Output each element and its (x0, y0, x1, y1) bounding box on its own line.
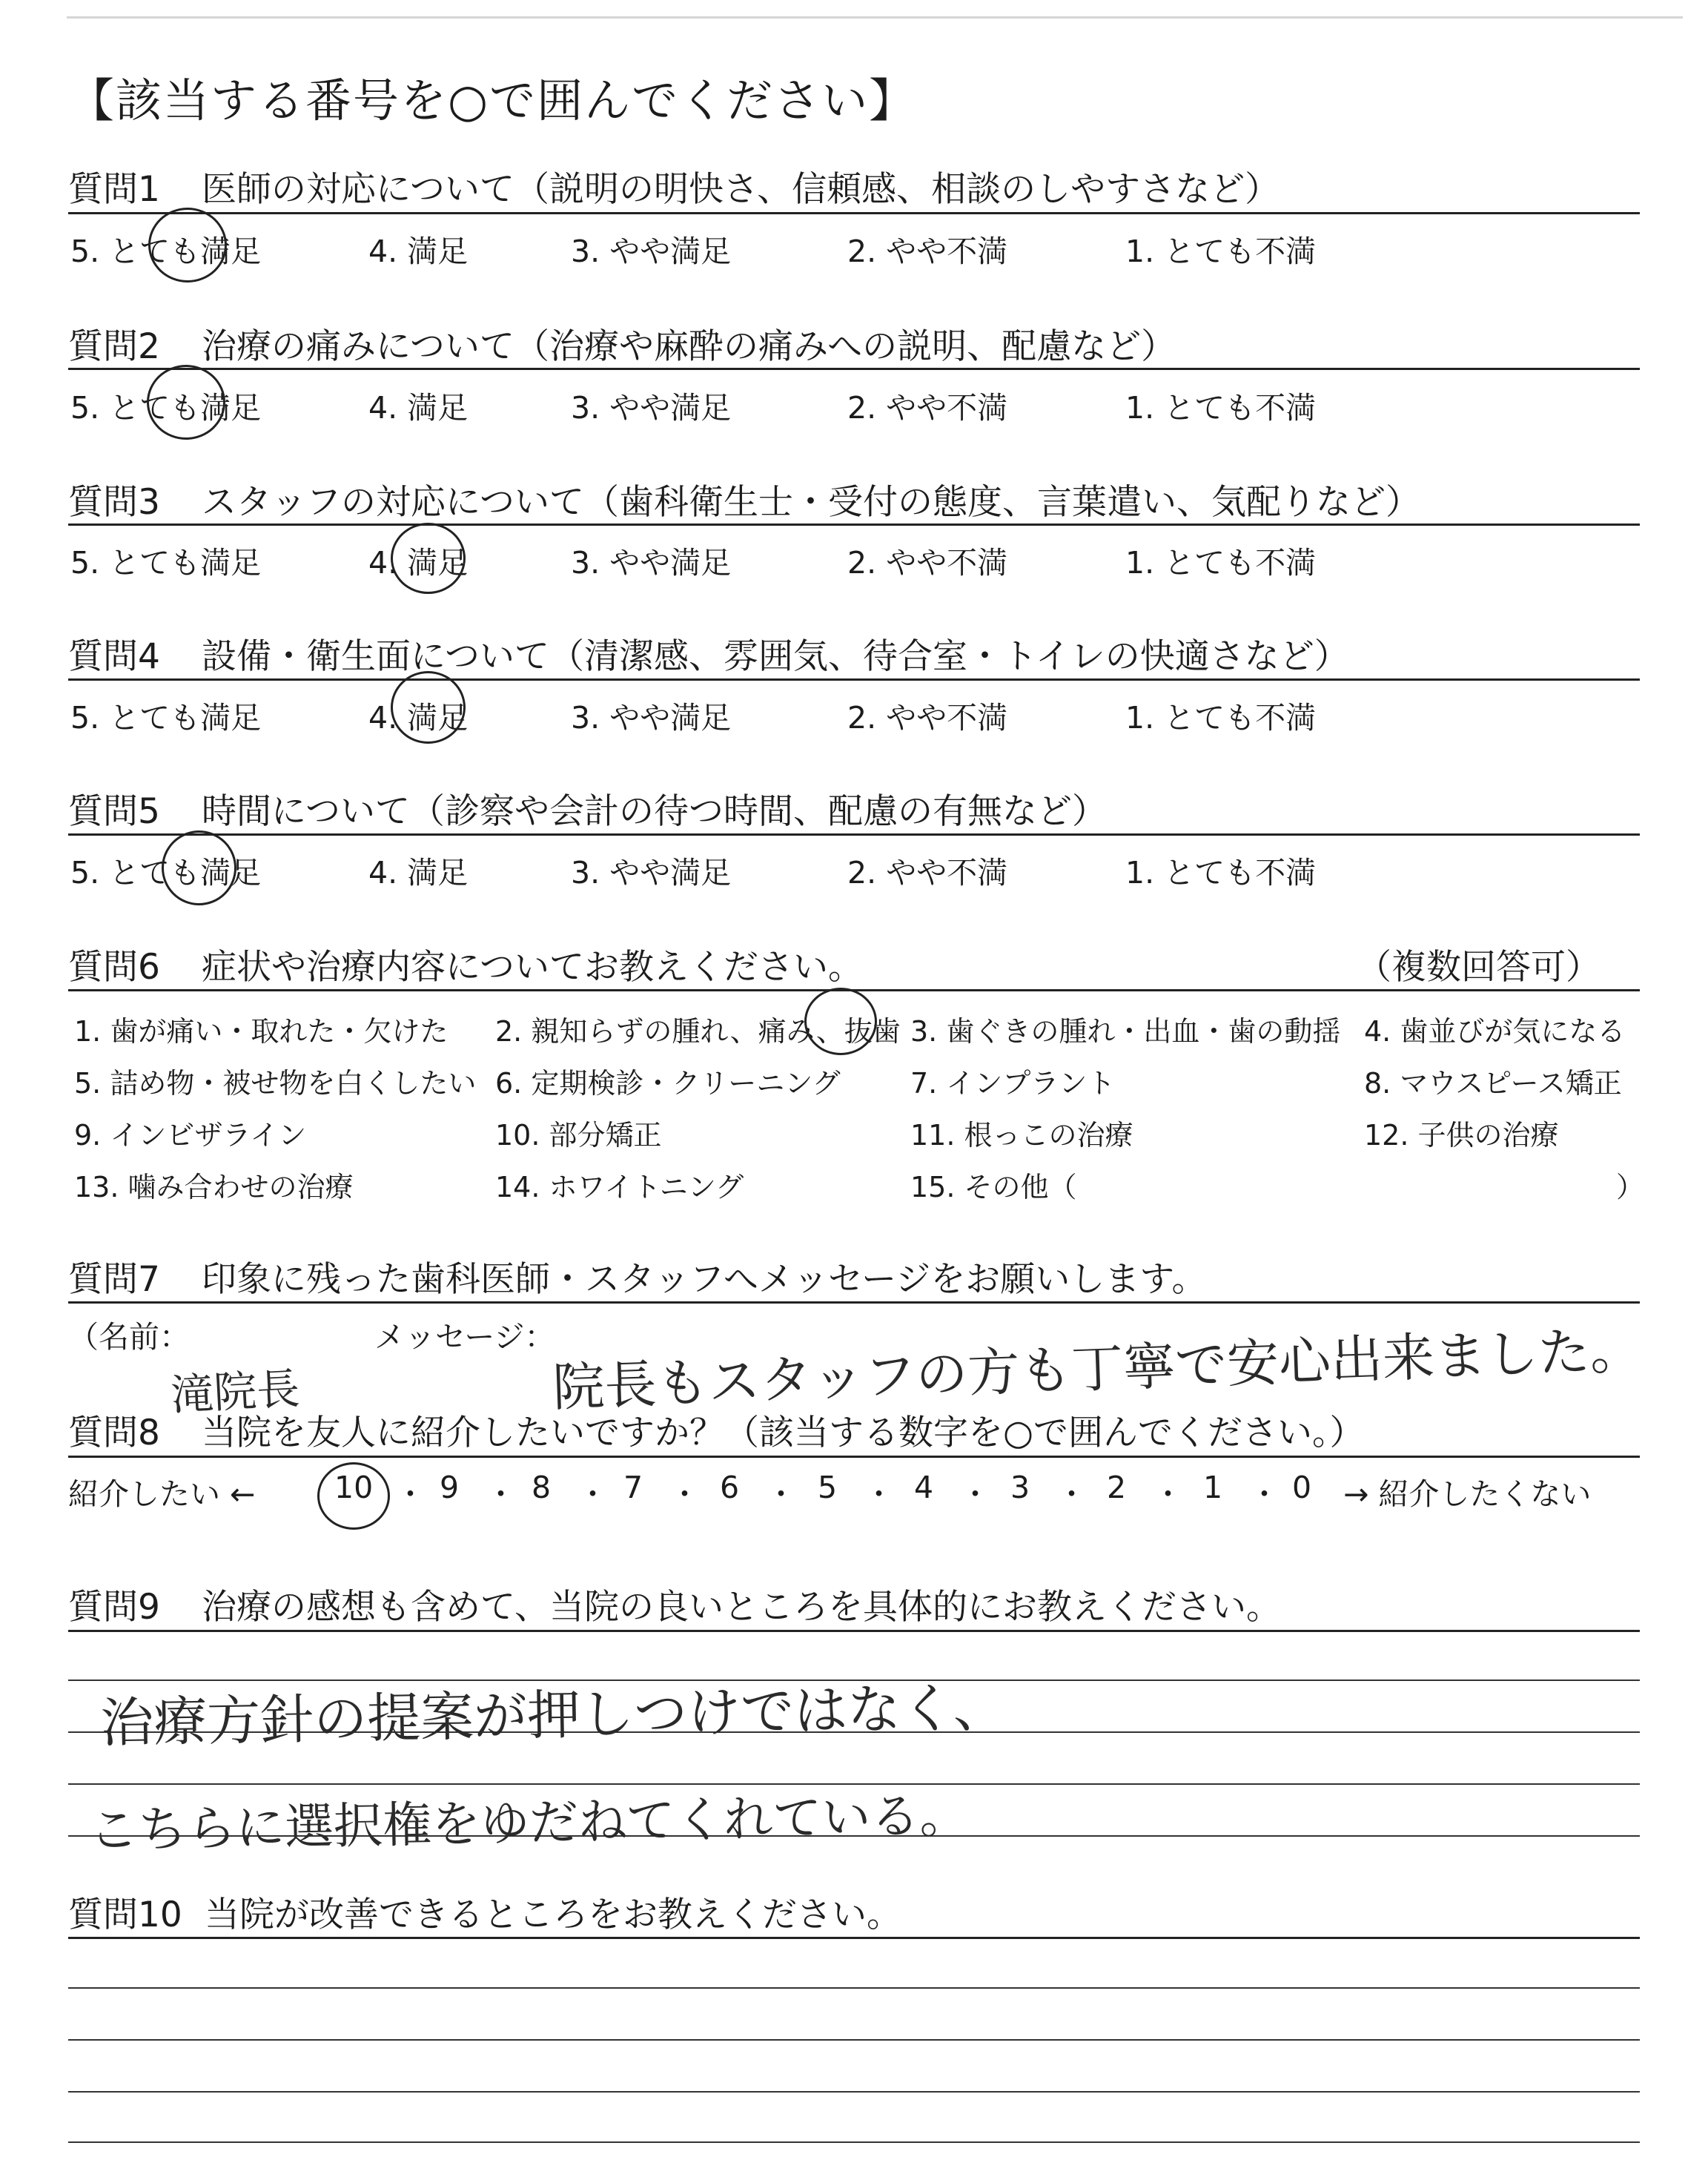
q3-label: 質問3 (68, 482, 160, 523)
q8-scale-dot: ・ (395, 1476, 426, 1512)
q6-item-14[interactable]: 14. ホワイトニング (495, 1171, 744, 1203)
q6-item-2[interactable]: 2. 親知らずの腫れ、痛み、抜歯 (495, 1015, 901, 1048)
q4-underline (68, 678, 1640, 681)
q8-scale-dot: ・ (577, 1476, 608, 1512)
q1-option-3[interactable]: 3. やや満足 (571, 234, 732, 269)
q5-selection-circle (162, 830, 236, 905)
q3-text: スタッフの対応について（歯科衛生士・受付の態度、言葉遣い、気配りなど） (202, 482, 1421, 523)
page-title: 【該当する番号を○で囲んでください】 (68, 73, 917, 128)
q8-scale-4[interactable]: 4 (914, 1470, 934, 1505)
q8-scale-9[interactable]: 9 (440, 1470, 460, 1505)
q7-label: 質問7 (68, 1259, 160, 1300)
q8-scale-dot: ・ (960, 1476, 990, 1512)
q3-option-5[interactable]: 5. とても満足 (70, 545, 262, 581)
q8-text: 当院を友人に紹介したいですか？（該当する数字を○で囲んでください。） (202, 1413, 1365, 1453)
q7-text: 印象に残った歯科医師・スタッフへメッセージをお願いします。 (202, 1259, 1207, 1300)
q8-right-label: → 紹介したくない (1343, 1476, 1592, 1512)
q6-selection-circle (804, 988, 877, 1055)
q4-option-3[interactable]: 3. やや満足 (571, 700, 732, 736)
q7-message-label: メッセージ： (374, 1319, 555, 1355)
q8-scale-dot: ・ (669, 1476, 700, 1512)
q1-option-4[interactable]: 4. 満足 (368, 234, 469, 269)
q8-scale-3[interactable]: 3 (1010, 1470, 1030, 1505)
q1-selection-circle (148, 208, 227, 283)
q6-item-10[interactable]: 10. 部分矯正 (495, 1119, 662, 1152)
q8-scale-dot: ・ (1056, 1476, 1087, 1512)
q4-text: 設備・衛生面について（清潔感、雰囲気、待合室・トイレの快適さなど） (202, 636, 1349, 677)
q6-item-15[interactable]: 15. その他（ (910, 1171, 1077, 1203)
q10-label: 質問10 (68, 1895, 182, 1935)
q5-option-3[interactable]: 3. やや満足 (571, 855, 732, 891)
q1-option-2[interactable]: 2. やや不満 (847, 234, 1008, 269)
q6-label: 質問6 (68, 947, 160, 988)
q8-left-label: 紹介したい ← (68, 1476, 256, 1512)
q9-underline (68, 1630, 1640, 1632)
q10-answer-line (68, 2091, 1640, 2093)
q1-underline (68, 212, 1640, 214)
q3-selection-circle (391, 523, 466, 594)
q4-option-2[interactable]: 2. やや不満 (847, 700, 1008, 736)
q8-scale-2[interactable]: 2 (1107, 1470, 1127, 1505)
q3-underline (68, 524, 1640, 526)
q1-option-1[interactable]: 1. とても不満 (1125, 234, 1317, 269)
q8-scale-dot: ・ (766, 1476, 796, 1512)
q7-handwritten-message: 院長もスタッフの方も丁寧で安心出来ました。 (552, 1319, 1644, 1418)
q6-item-8[interactable]: 8. マウスピース矯正 (1364, 1067, 1622, 1100)
q5-label: 質問5 (68, 791, 160, 832)
q8-scale-7[interactable]: 7 (623, 1470, 643, 1505)
q1-label: 質問1 (68, 169, 160, 210)
q10-answer-line (68, 2141, 1640, 2143)
q9-label: 質問9 (68, 1587, 160, 1628)
q8-scale-dot: ・ (1153, 1476, 1183, 1512)
q2-text: 治療の痛みについて（治療や麻酔の痛みへの説明、配慮など） (202, 326, 1176, 367)
q10-underline (68, 1937, 1640, 1939)
q3-option-3[interactable]: 3. やや満足 (571, 545, 732, 581)
q8-scale-0[interactable]: 0 (1292, 1470, 1312, 1505)
q6-item-11[interactable]: 11. 根っこの治療 (910, 1119, 1133, 1152)
q7-name-label: （名前： (68, 1319, 190, 1355)
q2-option-5[interactable]: 5. とても満足 (70, 390, 262, 426)
q4-label: 質問4 (68, 636, 160, 677)
q6-item-5[interactable]: 5. 詰め物・被せ物を白くしたい (74, 1067, 477, 1100)
q3-option-4[interactable]: 4. 満足 (368, 545, 469, 581)
q8-scale-dot: ・ (486, 1476, 516, 1512)
q8-scale-6[interactable]: 6 (720, 1470, 740, 1505)
q9-handwritten-line-2: こちらに選択権をゆだねてくれている。 (88, 1786, 970, 1860)
q3-option-1[interactable]: 1. とても不満 (1125, 545, 1317, 581)
q2-option-1[interactable]: 1. とても不満 (1125, 390, 1317, 426)
q7-underline (68, 1301, 1640, 1304)
q6-item-1[interactable]: 1. 歯が痛い・取れた・欠けた (74, 1015, 448, 1048)
q7-handwritten-name: 滝院長 (169, 1363, 301, 1421)
q9-text: 治療の感想も含めて、当院の良いところを具体的にお教えください。 (202, 1587, 1282, 1628)
q5-underline (68, 833, 1640, 836)
q8-scale-dot: ・ (1249, 1476, 1280, 1512)
q6-item-7[interactable]: 7. インプラント (910, 1067, 1116, 1100)
q8-scale-10[interactable]: 10 (334, 1470, 374, 1505)
q8-underline (68, 1456, 1640, 1458)
q2-label: 質問2 (68, 326, 160, 367)
q2-option-4[interactable]: 4. 満足 (368, 390, 469, 426)
q10-answer-line (68, 2039, 1640, 2041)
q6-text: 症状や治療内容についてお教えください。 (202, 947, 864, 988)
q8-scale-1[interactable]: 1 (1203, 1470, 1223, 1505)
q5-option-1[interactable]: 1. とても不満 (1125, 855, 1317, 891)
q6-item-4[interactable]: 4. 歯並びが気になる (1364, 1015, 1626, 1048)
q6-item-6[interactable]: 6. 定期検診・クリーニング (495, 1067, 841, 1100)
q6-note: （複数回答可） (1357, 947, 1601, 988)
q8-scale-5[interactable]: 5 (818, 1470, 838, 1505)
q6-item-12[interactable]: 12. 子供の治療 (1364, 1119, 1559, 1152)
q2-selection-circle (147, 365, 225, 440)
q4-option-4[interactable]: 4. 満足 (368, 700, 469, 736)
q5-option-4[interactable]: 4. 満足 (368, 855, 469, 891)
q6-item-9[interactable]: 9. インビザライン (74, 1119, 307, 1152)
q2-option-3[interactable]: 3. やや満足 (571, 390, 732, 426)
q8-scale-dot: ・ (864, 1476, 894, 1512)
q1-text: 医師の対応について（説明の明快さ、信頼感、相談のしやすさなど） (202, 169, 1280, 210)
q10-answer-line (68, 1987, 1640, 1989)
q6-item-3[interactable]: 3. 歯ぐきの腫れ・出血・歯の動揺 (910, 1015, 1341, 1048)
q1-option-5[interactable]: 5. とても満足 (70, 234, 262, 269)
q2-option-2[interactable]: 2. やや不満 (847, 390, 1008, 426)
q4-option-5[interactable]: 5. とても満足 (70, 700, 262, 736)
q2-underline (68, 368, 1640, 370)
q6-item-13[interactable]: 13. 噛み合わせの治療 (74, 1171, 354, 1203)
q8-scale-8[interactable]: 8 (532, 1470, 552, 1505)
q8-label: 質問8 (68, 1413, 160, 1453)
q5-option-5[interactable]: 5. とても満足 (70, 855, 262, 891)
q5-text: 時間について（診察や会計の待つ時間、配慮の有無など） (202, 791, 1108, 832)
q4-selection-circle (391, 671, 466, 744)
q5-option-2[interactable]: 2. やや不満 (847, 855, 1008, 891)
scan-top-border (67, 16, 1683, 19)
q4-option-1[interactable]: 1. とても不満 (1125, 700, 1317, 736)
q8-selection-circle (317, 1462, 390, 1530)
q3-option-2[interactable]: 2. やや不満 (847, 545, 1008, 581)
q6-other-close-paren: ） (1616, 1171, 1645, 1203)
q9-handwritten-line-1: 治療方針の提案が押しつけではなく、 (99, 1676, 1007, 1754)
q10-text: 当院が改善できるところをお教えください。 (205, 1895, 901, 1935)
